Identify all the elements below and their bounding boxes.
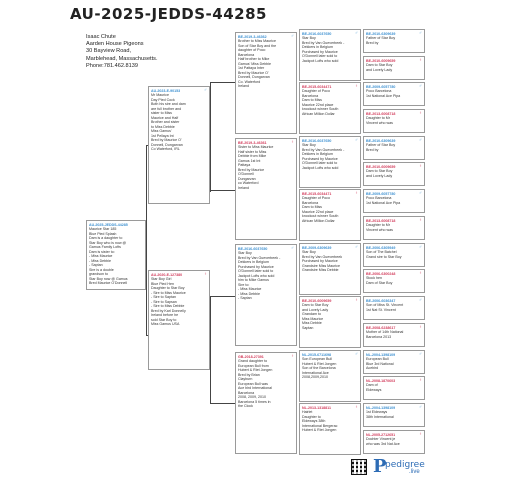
great-grandparent-card[interactable] <box>363 109 425 133</box>
bird-info-line: Bred by Maurice O' <box>151 138 182 142</box>
bird-info-line: 1st Pattaya Inter <box>238 66 265 70</box>
female-icon: ♀ <box>355 190 358 195</box>
bird-name: Daughter of Poco <box>302 89 330 93</box>
bird-info-line: Bred by Maurice O' <box>238 70 269 75</box>
bird-info-line: 1st National Ace Pipa <box>366 200 401 205</box>
bird-info-line: Grandsire Miss Debbie <box>302 268 339 272</box>
bird-info-line: Grandsire Miss Maurice <box>302 263 340 268</box>
bird-name: Sister to Miss Maurice <box>238 145 274 149</box>
bird-info-line: 2008,2009,2010 <box>302 375 328 379</box>
connector-line <box>146 145 148 146</box>
bird-name: Poco Barcelona <box>366 89 392 93</box>
bird-info-line: Sire to: <box>238 282 250 287</box>
bird-info-line: Miss Debbie <box>302 321 322 325</box>
great-grandparent-card[interactable] <box>363 56 425 80</box>
ring-number: BE-2006-6300248 <box>366 271 396 276</box>
bird-name: 1st Eldeways <box>366 410 388 414</box>
bird-info-line: Purchased by Maurice <box>238 264 274 269</box>
bird-info-line: Jackpot Lofts who sold <box>238 273 275 278</box>
bird-info-line: Sire is a double <box>89 267 114 272</box>
bird-name: Dam to Star Boy <box>302 303 329 307</box>
bird-info-line: O'Donnell later sold to <box>302 54 338 58</box>
great-grandparent-card[interactable] <box>363 136 425 160</box>
bird-info-line: Clayburn <box>238 377 253 381</box>
bird-info-line: Dekkers in Belgium <box>238 260 269 264</box>
owner-line: Phone:781.462.8139 <box>86 62 138 69</box>
connector-line <box>210 296 211 404</box>
great-grandparent-card[interactable] <box>363 82 425 106</box>
ring-number: BE-2019-3-46362 <box>238 34 267 39</box>
ring-number: BE-2010-6009659 <box>366 58 396 63</box>
bird-info-line: - Miss Debbie <box>89 258 111 263</box>
bird-info-line: Ace bird International <box>238 386 272 390</box>
logo-word: pedigree <box>385 460 425 470</box>
dam-sire-dam-card[interactable] <box>299 296 361 348</box>
bird-info-line: Dungarvan <box>238 176 256 181</box>
bird-info-line: who was 3rd Nat Ace <box>366 441 400 446</box>
bird-info-line: O'Donnell <box>238 172 254 176</box>
female-icon: ♀ <box>419 57 422 62</box>
bird-info-line: Barcelona <box>238 52 255 57</box>
sire-sire-sire-card[interactable] <box>299 29 361 81</box>
bird-info-line: - Sire to Miss Maurice <box>151 290 186 295</box>
great-grandparent-card[interactable] <box>363 243 425 267</box>
bird-info-line: Bred by Van Gueverbeek - <box>302 40 345 45</box>
bird-info-line: Gamus Family Lofts <box>89 245 121 249</box>
bird-info-line: Barcelona 5 times in <box>238 399 271 404</box>
bird-info-line: Bred by Karl Donnelly <box>151 308 186 313</box>
bird-info-line: Miss Gamus USA <box>151 322 180 326</box>
male-icon: ♂ <box>419 190 422 195</box>
bird-info-line: - Miss Maurice <box>89 254 113 258</box>
subject-card[interactable] <box>86 220 146 290</box>
great-grandparent-card[interactable] <box>363 430 425 454</box>
bird-name: Poco Barcelona <box>366 196 392 200</box>
ring-number: AU-2025-JEDDS-44285 <box>89 222 128 227</box>
dam-card[interactable] <box>148 270 210 370</box>
bird-info-line: Son of Star Boy and the <box>238 43 277 48</box>
bird-name: Brother to Miss Maurice <box>238 39 276 43</box>
ring-number: BE-2010-6309639 <box>366 138 396 143</box>
male-icon: ♂ <box>419 297 422 302</box>
ring-number: GB-2018-27391 <box>238 354 264 359</box>
owner-line: 30 Bayview Road, <box>86 48 132 55</box>
bird-name: Daughter to Mr <box>366 223 390 227</box>
bird-info-line: Saptan <box>302 325 314 330</box>
bird-info-line: - Saptan <box>238 296 252 300</box>
bird-info-line: Acebird <box>366 366 379 370</box>
dam-sire-sire-card[interactable] <box>299 243 361 295</box>
great-grandparent-card[interactable] <box>363 29 425 53</box>
ring-number: BE-2006-6305949 <box>366 245 396 250</box>
great-grandparent-card[interactable] <box>363 162 425 186</box>
bird-info-line: Ireland <box>238 185 249 190</box>
bird-info-line: Hubert & Riet Jongen <box>302 361 337 366</box>
male-icon: ♂ <box>291 245 294 250</box>
bird-name: Stock hen <box>366 276 382 280</box>
ring-number: BE-2010-6309639 <box>366 31 396 36</box>
great-grandparent-card[interactable] <box>363 189 425 213</box>
bird-info-line: the Clock <box>238 404 253 408</box>
male-icon: ♂ <box>419 83 422 88</box>
bird-info-line: - Saptan <box>89 263 103 267</box>
bird-info-line: Maurice 22nd place <box>302 102 334 107</box>
bird-info-line: European Bull was <box>238 381 268 386</box>
male-icon: ♂ <box>291 33 294 38</box>
pedigree-live-logo <box>373 458 429 478</box>
bird-name: European Bull <box>366 357 389 361</box>
dam-dam-sire-card[interactable] <box>299 350 361 402</box>
bird-name: Daughter of Poco <box>302 196 330 200</box>
female-icon: ♀ <box>355 297 358 302</box>
bird-name: Star Boy <box>302 250 316 254</box>
bird-info-line: Hubert & Riet Jongen <box>238 368 273 372</box>
bird-name: Grand daughter to <box>238 359 268 363</box>
bird-name: Star Boy <box>238 251 252 255</box>
female-icon: ♀ <box>419 163 422 168</box>
bird-info-line: Ireland before he <box>151 313 179 317</box>
bird-info-line: Maurice and Half <box>151 115 179 120</box>
bird-info-line: Star Boy now @ Gamus <box>89 276 128 281</box>
bird-info-line: Co Waterford, IRL <box>151 147 180 151</box>
great-grandparent-card[interactable] <box>363 296 425 320</box>
bird-info-line: 2008, 2009, 2010 <box>238 395 266 399</box>
great-grandparent-card[interactable] <box>363 350 425 374</box>
bird-info-line: Maurice 22nd place <box>302 209 334 214</box>
ring-number: AU-2023-E-90153 <box>151 88 181 93</box>
dam-dam-dam-card[interactable] <box>299 403 361 455</box>
bird-info-line: Ireland <box>238 84 249 88</box>
bird-info-line: Gamus' Miss Debbie <box>238 61 272 66</box>
bird-name: Son of The Batchel <box>366 250 397 254</box>
bird-info-line: knockout winner South <box>302 107 339 111</box>
bird-info-line: O'Donnell later sold to <box>238 269 274 273</box>
female-icon: ♀ <box>419 217 422 222</box>
bird-info-line: African Million Dollar <box>302 218 335 223</box>
ring-number: BE-2016-6037650 <box>302 138 332 143</box>
bird-info-line: Bred by <box>366 147 379 152</box>
ring-number: NL-2008-1870603 <box>366 378 396 383</box>
bird-name: Hairlet <box>302 410 313 414</box>
qr-code[interactable] <box>351 459 367 475</box>
bird-info-line: African Million Dollar <box>302 111 335 116</box>
sire-dam-dam-card[interactable] <box>299 189 361 241</box>
male-icon: ♂ <box>419 137 422 142</box>
bird-info-line: Day Pied Cock <box>151 97 175 102</box>
great-grandparent-card[interactable] <box>363 403 425 427</box>
bird-name: Son European Bull <box>302 357 332 361</box>
female-icon: ♀ <box>355 404 358 409</box>
ring-number: BE-2009-6057780 <box>366 191 396 196</box>
sire-dam-card[interactable] <box>235 138 297 240</box>
bird-info-line: and Lovely Lady <box>366 173 393 178</box>
bird-info-line: Daughter to Star Boy <box>151 286 185 290</box>
female-icon: ♀ <box>419 377 422 382</box>
bird-info-line: Blue Pied Hen <box>151 281 174 286</box>
ring-number: BE-2009-6057780 <box>366 84 396 89</box>
bird-info-line: International Bergerac <box>302 423 338 428</box>
bird-info-line: Bred Maurice O'Donnell <box>89 281 128 285</box>
pedigree-title: AU-2025-JEDDS-44285 <box>70 5 267 23</box>
bird-info-line: Vincent who was <box>366 227 393 232</box>
bird-name: Star Boy Girl <box>151 277 172 281</box>
connector-line <box>210 190 235 191</box>
ring-number: AU-2020-E-127380 <box>151 272 183 277</box>
bird-info-line: Dam of Star Boy <box>366 280 393 285</box>
bird-name: Father of Star Boy <box>366 143 396 147</box>
ring-number: BE-2010-6009659 <box>366 164 396 169</box>
bird-info-line: 1st National Ace Pipa <box>366 93 401 98</box>
male-icon: ♂ <box>419 351 422 356</box>
bird-info-line: - Sire to Sapsan <box>151 299 177 304</box>
bird-info-line: Pattaya <box>238 163 251 167</box>
bird-info-line: European Bull from <box>238 363 269 368</box>
bird-info-line: knockout winner South <box>302 214 339 218</box>
bird-info-line: Dekkers in Belgium <box>302 45 333 49</box>
ring-number: NL-2013-1318811 <box>302 405 331 410</box>
bird-name: Maurice Star 185 <box>89 227 117 231</box>
male-icon: ♂ <box>355 351 358 356</box>
bird-info-line: Half brother to Mike <box>238 57 270 61</box>
bird-info-line: Debbie from Mike <box>238 154 267 158</box>
male-icon: ♂ <box>419 30 422 35</box>
bird-name: Dam of <box>366 383 378 387</box>
male-icon: ♂ <box>355 30 358 35</box>
bird-info-line: International Ace <box>302 370 329 375</box>
male-icon: ♂ <box>355 137 358 142</box>
bird-name: Star Boy <box>302 143 316 147</box>
owner-line: Isaac Chute <box>86 34 116 40</box>
bird-info-line: Brother and sister <box>151 120 180 124</box>
ring-number: NL-2004-1398109 <box>366 352 396 357</box>
great-grandparent-card[interactable] <box>363 269 425 293</box>
bird-info-line: 1st Pellaya Int <box>151 133 174 138</box>
bird-name: Mr Maurice <box>151 93 169 97</box>
ring-number: NL-2005-2712651 <box>366 432 396 437</box>
bird-info-line: and Lovely Lady <box>302 307 329 312</box>
female-icon: ♀ <box>355 83 358 88</box>
connector-line <box>210 82 211 192</box>
sire-dam-sire-card[interactable] <box>299 136 361 188</box>
bird-info-line: Blue Pied Splash <box>89 231 117 236</box>
bird-name: Dochter Vincent je <box>366 437 396 441</box>
bird-info-line: - Miss Maurice <box>238 287 262 291</box>
bird-info-line: Bred by <box>366 40 379 45</box>
bird-info-line: Daughter to <box>302 414 321 419</box>
bird-name: Daughter to Mr <box>366 116 390 120</box>
sire-sire-dam-card[interactable] <box>299 82 361 134</box>
bird-info-line: O'Donnell later sold to <box>302 161 338 165</box>
bird-info-line: Both his sire and dam <box>151 102 186 106</box>
bird-info-line: Purchased by Maurice <box>302 49 338 54</box>
great-grandparent-card[interactable] <box>363 323 425 347</box>
bird-info-line: Son of the Barcelona <box>302 366 336 370</box>
bird-info-line: co Waterford <box>238 181 259 185</box>
bird-info-line: Donnell, Dungarvan <box>238 75 270 79</box>
bird-name: Star Boy <box>302 36 316 40</box>
bird-info-line: Dam is sister to: <box>89 249 115 254</box>
great-grandparent-card[interactable] <box>363 216 425 240</box>
bird-info-line: 1st Nat St. Vincent <box>366 307 396 312</box>
bird-info-line: Bred by Van Gueverbeek - <box>238 255 281 260</box>
bird-info-line: Blue 3rd National <box>366 361 394 366</box>
bird-info-line: Dam to Miss <box>302 205 322 209</box>
bird-info-line: Eldeways <box>366 387 382 392</box>
logo-mark: P <box>373 456 387 477</box>
owner-line: Aarden House Pigeons <box>86 41 144 48</box>
female-icon: ♀ <box>291 139 294 144</box>
bird-info-line: Donnell, Dungarvan <box>151 142 183 147</box>
female-icon: ♀ <box>291 353 294 358</box>
ring-number: BE-2015-6034471 <box>302 84 332 89</box>
female-icon: ♀ <box>419 431 422 436</box>
bird-info-line: Co. Waterford <box>238 79 261 84</box>
bird-info-line: sold Star Boy to <box>151 317 177 322</box>
bird-info-line: - Sire to Saptan <box>151 295 176 299</box>
bird-name: Father of Star Boy <box>366 36 396 40</box>
connector-line <box>146 335 148 336</box>
bird-info-line: Bred by Van Gueverbeek - <box>302 147 345 152</box>
bird-info-line: Vincent who was <box>366 120 393 125</box>
bird-info-line: are full brother and <box>151 106 182 111</box>
connector-line <box>146 145 147 335</box>
ring-number: NL-2004-1398109 <box>366 405 396 410</box>
bird-info-line: Star Boy who is now @ <box>89 240 127 245</box>
bird-name: Mother of 14th National <box>366 330 404 334</box>
ring-number: BE-2009-6309639 <box>302 245 332 250</box>
bird-name: Dam to Star Boy <box>366 63 393 67</box>
dam-dam-card[interactable] <box>235 352 297 454</box>
ring-number: NL-2015-6711698 <box>302 352 331 357</box>
bird-info-line: Jackpot Lofts who sold <box>302 165 339 170</box>
bird-info-line: Hubert & Riet Jongen <box>302 428 337 432</box>
bird-info-line: sister to Miss <box>151 111 172 115</box>
bird-info-line: - Miss Debbie <box>238 291 260 296</box>
bird-info-line: Miss Gamus' <box>151 129 172 133</box>
ring-number: BE-2015-6034471 <box>302 191 332 196</box>
female-icon: ♀ <box>419 270 422 275</box>
bird-info-line: Jackpot Lofts who sold <box>302 58 339 63</box>
bird-info-line: Grand sire to Star Boy <box>366 254 402 259</box>
female-icon: ♀ <box>419 324 422 329</box>
ring-number: BE-2019-3-46361 <box>238 140 267 145</box>
bird-info-line: Barcelona <box>238 390 255 395</box>
owner-block <box>86 34 158 70</box>
connector-line <box>210 82 235 83</box>
bird-info-line: 38th International <box>366 414 394 419</box>
bird-info-line: Barcelona 2013 <box>366 334 392 339</box>
bird-info-line: Grandam to <box>302 312 321 316</box>
bird-info-line: Barcelona <box>302 93 319 98</box>
ring-number: BE-2016-6037650 <box>238 246 268 251</box>
bird-name: Son of Miss St. Vincent <box>366 303 404 307</box>
male-icon: ♂ <box>419 404 422 409</box>
female-icon: ♀ <box>419 110 422 115</box>
bird-info-line: Gamus 1st Int <box>238 158 261 163</box>
bird-info-line: Dam is a daughter to <box>89 236 123 240</box>
bird-info-line: Purchased by Maurice <box>302 259 338 263</box>
bird-info-line: Dekkers in Belgium <box>302 152 333 156</box>
bird-info-line: Bred by Brian <box>238 372 260 377</box>
dam-sire-card[interactable] <box>235 244 297 346</box>
bird-info-line: Purchased by Maurice <box>302 156 338 161</box>
great-grandparent-card[interactable] <box>363 376 425 400</box>
male-icon: ♂ <box>355 244 358 249</box>
bird-info-line: Barcelona <box>302 200 319 205</box>
bird-info-line: Bred by Maurice <box>238 167 265 172</box>
logo-sub: .live <box>409 469 420 475</box>
bird-info-line: daughter of Poco <box>238 48 266 52</box>
ring-number: BE-2016-6037650 <box>302 31 332 36</box>
ring-number: BE-2010-6009659 <box>302 298 332 303</box>
sire-sire-card[interactable] <box>235 32 297 134</box>
bird-info-line: to Miss Debbie <box>151 124 175 129</box>
bird-info-line: Half sister to Miss <box>238 149 267 154</box>
owner-line: Marblehead, Massachusetts. <box>86 55 158 62</box>
bird-info-line: Eldeways 38th <box>302 419 326 423</box>
ring-number: BE-2013-6008718 <box>366 111 396 116</box>
male-icon: ♂ <box>419 244 422 249</box>
ring-number: BE-2006-6036347 <box>366 298 396 303</box>
bird-info-line: Bred by Van Gueverbeek <box>302 254 343 259</box>
connector-line <box>210 403 235 404</box>
bird-name: Dam to Star Boy <box>366 169 393 173</box>
ring-number: BE-2013-6008718 <box>366 218 396 223</box>
bird-info-line: and Lovely Lady <box>366 67 393 72</box>
bird-info-line: - Sire to Miss Debbie <box>151 304 185 308</box>
ring-number: BE-2008-6238617 <box>366 325 396 330</box>
female-icon: ♀ <box>204 271 207 276</box>
bird-info-line: him to Mike Gamus <box>238 278 269 282</box>
male-icon: ♂ <box>204 87 207 92</box>
bird-info-line: grandson to <box>89 272 108 276</box>
connector-line <box>210 296 235 297</box>
bird-info-line: Dam to Miss <box>302 98 322 102</box>
bird-info-line: Miss Maurice <box>302 316 324 321</box>
sire-card[interactable] <box>148 86 210 204</box>
